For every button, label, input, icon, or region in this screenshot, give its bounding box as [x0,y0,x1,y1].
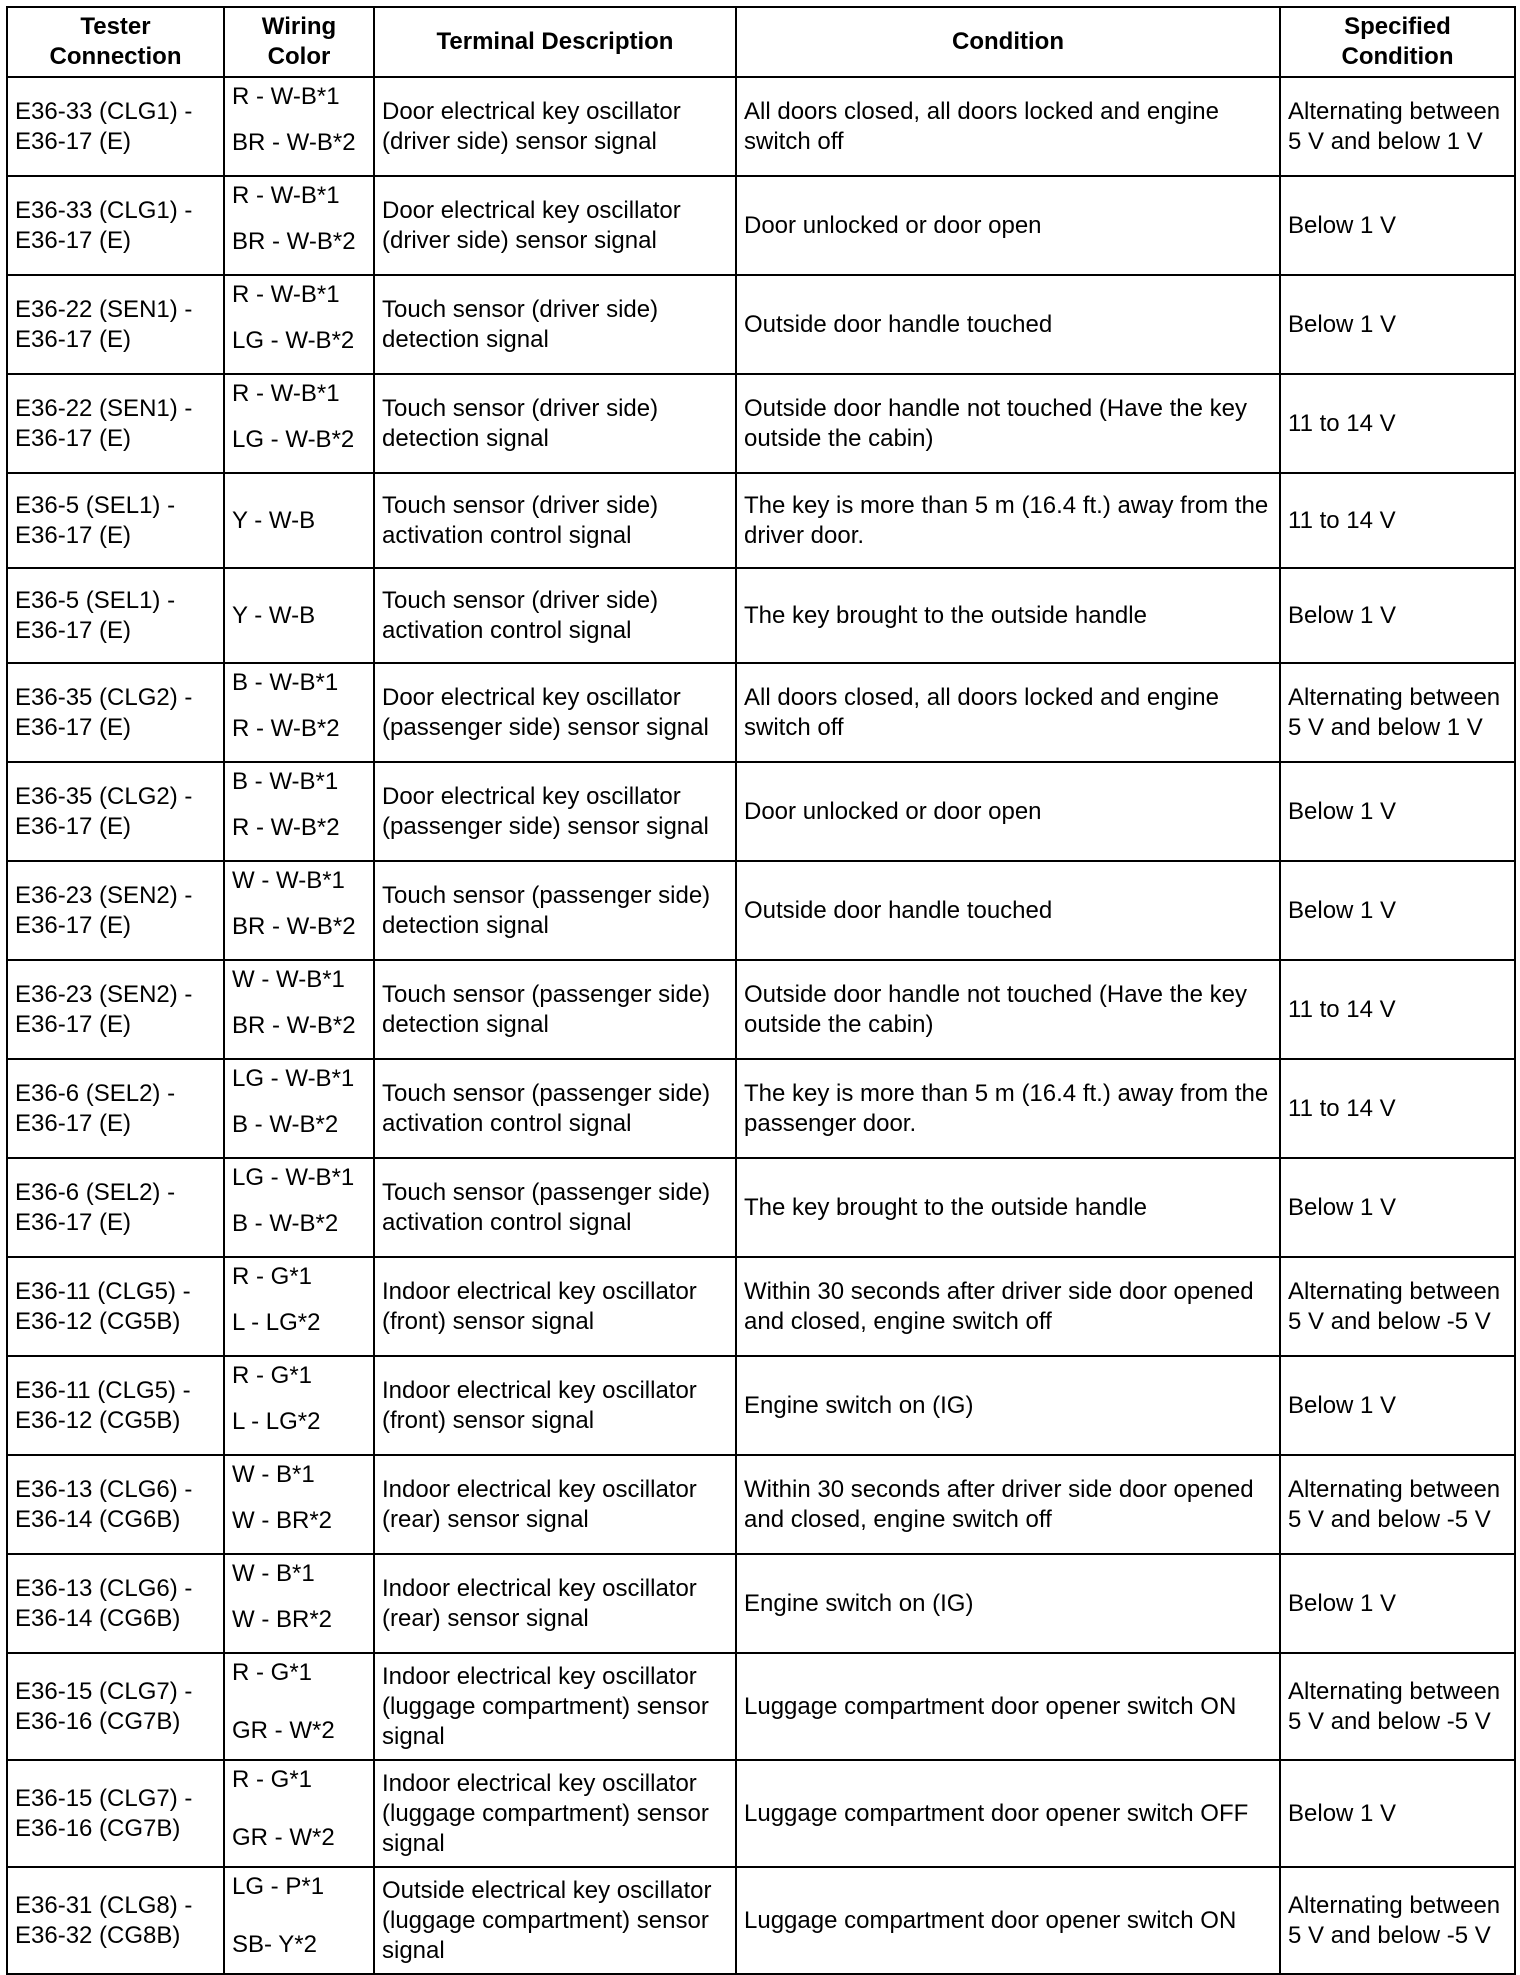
tester-connection-cell [7,176,224,275]
wiring-color-1: W - B*1 [232,1560,315,1587]
header-row [7,7,1515,77]
specified-condition-cell: Below 1 V [1280,861,1515,960]
tester-connection-cell [7,762,224,861]
specified-condition-cell: Alternating between 5 V and below -5 V [1280,1257,1515,1356]
wiring-color-cell [224,1158,374,1257]
terminal-description-cell: Indoor electrical key oscillator (rear) sensor signal [374,1455,736,1554]
table-row [7,1760,1515,1867]
tester-connection-line: E36-33 (CLG1) - [15,196,193,224]
wiring-color-2: BR - W-B*2 [232,1012,356,1039]
table-row [7,960,1515,1059]
specified-condition-cell: Below 1 V [1280,1158,1515,1257]
tester-connection-cell [7,1653,224,1760]
tester-connection-line: E36-17 (E) [15,713,132,741]
terminal-description-cell: Touch sensor (passenger side) activation control signal [374,1059,736,1158]
tester-connection-line: E36-6 (SEL2) - [15,1079,176,1107]
terminal-description-cell: Indoor electrical key oscillator (luggage compartment) sensor signal [374,1760,736,1867]
table-row [7,77,1515,176]
condition-cell: The key brought to the outside handle [736,1158,1280,1257]
condition-cell: Outside door handle touched [736,275,1280,374]
tester-connection-cell [7,861,224,960]
condition-cell: Within 30 seconds after driver side door opened and closed, engine switch off [736,1257,1280,1356]
wiring-color-2: BR - W-B*2 [232,129,356,156]
specified-condition-cell: Below 1 V [1280,176,1515,275]
condition-cell: All doors closed, all doors locked and engine switch off [736,77,1280,176]
tester-connection-line: E36-35 (CLG2) - [15,782,193,810]
condition-cell: The key is more than 5 m (16.4 ft.) away from the driver door. [736,473,1280,568]
terminal-description-cell: Door electrical key oscillator (passenger side) sensor signal [374,663,736,762]
tester-connection-line: E36-12 (CG5B) [15,1406,181,1434]
wiring-color-1: B - W-B*1 [232,669,339,696]
wiring-color-2: BR - W-B*2 [232,913,356,940]
table-row [7,1356,1515,1455]
specified-condition-cell: 11 to 14 V [1280,1059,1515,1158]
specified-condition-cell: Alternating between 5 V and below 1 V [1280,77,1515,176]
condition-cell: The key brought to the outside handle [736,568,1280,663]
tester-connection-cell [7,1257,224,1356]
condition-cell: Outside door handle not touched (Have the key outside the cabin) [736,960,1280,1059]
specified-condition-cell: Below 1 V [1280,275,1515,374]
tester-connection-line: E36-16 (CG7B) [15,1814,181,1842]
tester-connection-cell [7,473,224,568]
tester-connection-line: E36-33 (CLG1) - [15,97,193,125]
terminal-description-cell: Touch sensor (passenger side) activation control signal [374,1158,736,1257]
tester-connection-line: E36-6 (SEL2) - [15,1178,176,1206]
wiring-color-cell [224,1760,374,1867]
tester-connection-line: E36-14 (CG6B) [15,1505,181,1533]
wiring-color-2: GR - W*2 [232,1824,335,1851]
condition-cell: All doors closed, all doors locked and engine switch off [736,663,1280,762]
table-body [7,77,1515,1974]
wiring-color-cell [224,176,374,275]
wiring-color-2: R - W-B*2 [232,715,340,742]
wiring-color-1: R - G*1 [232,1766,313,1793]
condition-cell: Door unlocked or door open [736,762,1280,861]
wiring-color-1: W - W-B*1 [232,867,345,894]
tester-connection-cell [7,1867,224,1974]
specified-condition-cell: Alternating between 5 V and below -5 V [1280,1867,1515,1974]
terminal-description-cell: Indoor electrical key oscillator (front) sensor signal [374,1257,736,1356]
wiring-color-1: LG - W-B*1 [232,1065,355,1092]
wiring-color-2: LG - W-B*2 [232,426,355,453]
tester-connection-line: E36-22 (SEN1) - [15,295,193,323]
table-row [7,1554,1515,1653]
condition-cell: The key is more than 5 m (16.4 ft.) away from the passenger door. [736,1059,1280,1158]
tester-connection-line: E36-16 (CG7B) [15,1707,181,1735]
wiring-color-2: LG - W-B*2 [232,327,355,354]
table-row [7,1257,1515,1356]
wiring-color-1: R - G*1 [232,1659,313,1686]
specified-condition-cell: 11 to 14 V [1280,374,1515,473]
tester-connection-line: E36-17 (E) [15,325,132,353]
wiring-color-1: R - G*1 [232,1263,313,1290]
wiring-color-cell [224,374,374,473]
specified-condition-cell: Below 1 V [1280,1760,1515,1867]
terminal-description-cell: Door electrical key oscillator (driver side) sensor signal [374,176,736,275]
table-row [7,1867,1515,1974]
header-condition: Condition [736,7,1280,77]
wiring-color-2: W - BR*2 [232,1606,333,1633]
wiring-color-2: B - W-B*2 [232,1111,339,1138]
wiring-color-cell [224,1653,374,1760]
tester-connection-cell [7,77,224,176]
tester-connection-cell [7,568,224,663]
tester-connection-line: E36-22 (SEN1) - [15,394,193,422]
wiring-color-2: L - LG*2 [232,1408,321,1435]
tester-connection-line: E36-5 (SEL1) - [15,586,176,614]
wiring-color-2: W - BR*2 [232,1507,333,1534]
wiring-color-2: SB- Y*2 [232,1931,317,1958]
terminal-description-cell: Indoor electrical key oscillator (rear) sensor signal [374,1554,736,1653]
tester-connection-line: E36-17 (E) [15,1109,132,1137]
condition-cell: Outside door handle touched [736,861,1280,960]
tester-connection-line: E36-17 (E) [15,616,132,644]
specified-condition-cell: Alternating between 5 V and below -5 V [1280,1653,1515,1760]
wiring-color-1: R - G*1 [232,1362,313,1389]
specified-condition-cell: Alternating between 5 V and below -5 V [1280,1455,1515,1554]
tester-connection-line: E36-23 (SEN2) - [15,881,193,909]
terminal-description-cell: Indoor electrical key oscillator (front) sensor signal [374,1356,736,1455]
wiring-color-2: GR - W*2 [232,1717,335,1744]
wiring-color-2: R - W-B*2 [232,814,340,841]
tester-connection-cell [7,374,224,473]
wiring-color-1: W - B*1 [232,1461,315,1488]
tester-connection-cell [7,960,224,1059]
terminal-description-cell: Touch sensor (driver side) detection signal [374,374,736,473]
wiring-color-cell [224,1455,374,1554]
tester-connection-line: E36-31 (CLG8) - [15,1891,193,1919]
table-row [7,1059,1515,1158]
wiring-color-1: LG - P*1 [232,1873,325,1900]
condition-cell: Engine switch on (IG) [736,1554,1280,1653]
wiring-color-cell [224,1554,374,1653]
wiring-color-cell [224,762,374,861]
tester-connection-line: E36-17 (E) [15,521,132,549]
condition-cell: Outside door handle not touched (Have the key outside the cabin) [736,374,1280,473]
wiring-color: Y - W-B [232,601,316,629]
wiring-color-2: BR - W-B*2 [232,228,356,255]
terminal-inspection-table [6,6,1516,1975]
wiring-color-cell [224,77,374,176]
specified-condition-cell: Below 1 V [1280,568,1515,663]
tester-connection-line: E36-17 (E) [15,127,132,155]
tester-connection-line: E36-15 (CLG7) - [15,1677,193,1705]
wiring-color-1: R - W-B*1 [232,281,340,308]
tester-connection-cell [7,663,224,762]
terminal-description-cell: Door electrical key oscillator (passenger side) sensor signal [374,762,736,861]
wiring-color-1: W - W-B*1 [232,966,345,993]
tester-connection-line: E36-17 (E) [15,911,132,939]
wiring-color-cell [224,473,374,568]
table-row [7,275,1515,374]
wiring-color-2: B - W-B*2 [232,1210,339,1237]
wiring-color-1: R - W-B*1 [232,83,340,110]
wiring-color-cell [224,568,374,663]
tester-connection-cell [7,1356,224,1455]
tester-connection-line: E36-14 (CG6B) [15,1604,181,1632]
specified-condition-cell: Below 1 V [1280,762,1515,861]
tester-connection-cell [7,1059,224,1158]
tester-connection-line: E36-17 (E) [15,812,132,840]
table-row [7,568,1515,663]
tester-connection-line: E36-23 (SEN2) - [15,980,193,1008]
table-row [7,762,1515,861]
table-row [7,1653,1515,1760]
terminal-description-cell: Touch sensor (passenger side) detection signal [374,960,736,1059]
wiring-color-1: R - W-B*1 [232,182,340,209]
wiring-color-cell [224,663,374,762]
specified-condition-cell: 11 to 14 V [1280,960,1515,1059]
terminal-description-cell: Touch sensor (driver side) activation control signal [374,568,736,663]
tester-connection-cell [7,1455,224,1554]
terminal-description-cell: Touch sensor (driver side) detection signal [374,275,736,374]
wiring-color-cell [224,1257,374,1356]
tester-connection-line: E36-15 (CLG7) - [15,1784,193,1812]
wiring-color-cell [224,1356,374,1455]
wiring-color-1: R - W-B*1 [232,380,340,407]
wiring-color-1: B - W-B*1 [232,768,339,795]
wiring-color-cell [224,960,374,1059]
wiring-color-2: L - LG*2 [232,1309,321,1336]
condition-cell: Within 30 seconds after driver side door opened and closed, engine switch off [736,1455,1280,1554]
terminal-description-cell: Indoor electrical key oscillator (luggage compartment) sensor signal [374,1653,736,1760]
tester-connection-line: E36-17 (E) [15,1010,132,1038]
table-row [7,1158,1515,1257]
wiring-color-cell [224,861,374,960]
table-row [7,176,1515,275]
wiring-color-cell [224,1867,374,1974]
table-row [7,473,1515,568]
terminal-description-cell: Door electrical key oscillator (driver side) sensor signal [374,77,736,176]
header-tester-connection: Tester Connection [7,7,224,77]
terminal-description-cell: Outside electrical key oscillator (luggage compartment) sensor signal [374,1867,736,1974]
specified-condition-cell: Below 1 V [1280,1554,1515,1653]
table-row [7,861,1515,960]
tester-connection-cell [7,1554,224,1653]
tester-connection-line: E36-17 (E) [15,226,132,254]
tester-connection-line: E36-17 (E) [15,1208,132,1236]
tester-connection-line: E36-11 (CLG5) - [15,1277,191,1305]
wiring-color: Y - W-B [232,506,316,534]
tester-connection-cell [7,1760,224,1867]
tester-connection-line: E36-13 (CLG6) - [15,1574,193,1602]
condition-cell: Luggage compartment door opener switch ON [736,1653,1280,1760]
tester-connection-line: E36-5 (SEL1) - [15,491,176,519]
header-wiring-color: Wiring Color [224,7,374,77]
tester-connection-cell [7,1158,224,1257]
specified-condition-cell: 11 to 14 V [1280,473,1515,568]
condition-cell: Door unlocked or door open [736,176,1280,275]
wiring-color-cell [224,275,374,374]
tester-connection-line: E36-13 (CLG6) - [15,1475,193,1503]
header-terminal-description: Terminal Description [374,7,736,77]
table-row [7,1455,1515,1554]
table-row [7,663,1515,762]
terminal-description-cell: Touch sensor (passenger side) detection signal [374,861,736,960]
condition-cell: Luggage compartment door opener switch OFF [736,1760,1280,1867]
condition-cell: Engine switch on (IG) [736,1356,1280,1455]
table-row [7,374,1515,473]
specified-condition-cell: Alternating between 5 V and below 1 V [1280,663,1515,762]
condition-cell: Luggage compartment door opener switch ON [736,1867,1280,1974]
tester-connection-line: E36-35 (CLG2) - [15,683,193,711]
tester-connection-line: E36-17 (E) [15,424,132,452]
tester-connection-line: E36-12 (CG5B) [15,1307,181,1335]
specified-condition-cell: Below 1 V [1280,1356,1515,1455]
tester-connection-cell [7,275,224,374]
wiring-color-1: LG - W-B*1 [232,1164,355,1191]
wiring-color-cell [224,1059,374,1158]
tester-connection-line: E36-32 (CG8B) [15,1921,181,1949]
tester-connection-line: E36-11 (CLG5) - [15,1376,191,1404]
header-specified-condition: Specified Condition [1280,7,1515,77]
terminal-description-cell: Touch sensor (driver side) activation control signal [374,473,736,568]
